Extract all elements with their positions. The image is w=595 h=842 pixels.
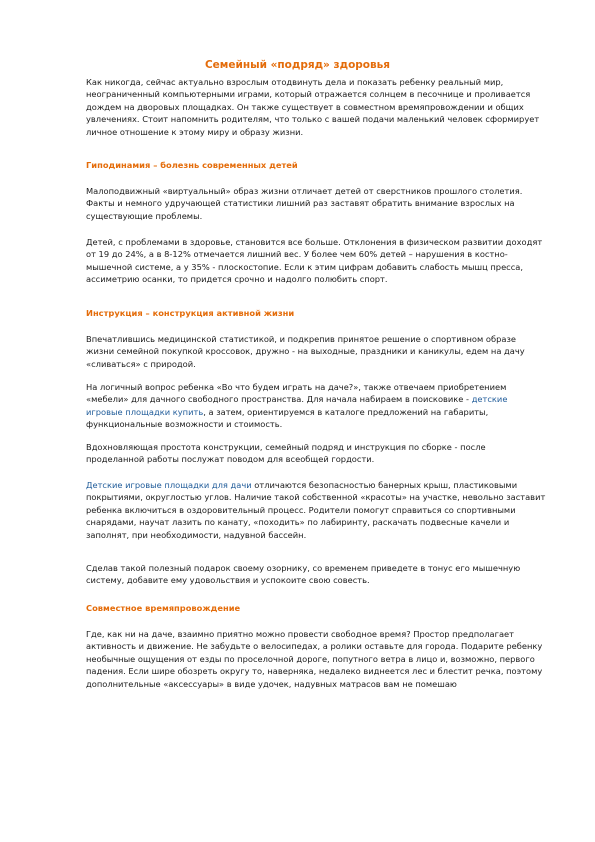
instruction-paragraph-5: Сделав такой полезный подарок своему озорнику, со временем приведете в тонус его мышечную систему, добавите ему удовольствия и успокоите свою совесть. [86, 563, 521, 586]
playground-buy-link[interactable]: детские игровые площадки купить [86, 394, 508, 417]
instruction-paragraph-2 [86, 381, 546, 431]
section-heading-hypodynamia: Гиподинамия – болезнь современных детей [86, 160, 298, 170]
section-heading-instruction: Инструкция – конструкция активной жизни [86, 308, 295, 318]
leisure-paragraph-1: Где, как ни на даче, взаимно приятно можно провести свободное время? Простор предполагает активность и движение. Не забудьте о велосипедах, а ролики оставьте для города. Подарите ребенку необычные ощущения от езды по проселочной дороге, попутного ветра в лицо и, возможно, первого падения. Если шире обозреть округу то, наверняка, недалеко виднеется лес и блестит речка, поэтому дополнительные «аксессуары» в виде удочек, надувных матрасов вам не помешаю [86, 629, 543, 689]
paragraph-text: На логичный вопрос ребенка «Во что будем играть на даче?», также отвечаем приобретением «мебели» для дачного свободного пространства. Для начала набираем в поисковике - [86, 382, 507, 405]
instruction-paragraph-1: Впечатлившись медицинской статистикой, и подкрепив принятое решение о спортивном образе жизни семейной покупкой кроссовок, дружно - на выходные, праздники и каникулы, едем на дачу «сливаться» с природой. [86, 334, 525, 369]
intro-paragraph: Как никогда, сейчас актуально взрослым отодвинуть дела и показать ребенку реальный мир, неограниченный компьютерными играми, который отражается солнцем в песочнице и проливается дождем на дворовых площадках. Он также существует в совместном времяпровождении и общих увлечениях. Стоит напомнить родителям, что только с вашей подачи маленький человек сформирует личное отношение к этому миру и образу жизни. [86, 77, 540, 137]
document-title: Семейный «подряд» здоровья [204, 59, 391, 71]
hypodynamia-paragraph-1: Малоподвижный «виртуальный» образ жизни отличает детей от сверстников прошлого столетия. Факты и немного удручающей статистики лишний раз заставят обратить внимание взрослых на существующие проблемы. [86, 186, 523, 221]
hypodynamia-paragraph-2: Детей, с проблемами в здоровье, становится все больше. Отклонения в физическом развитии доходят от 19 до 24%, а в 8-12% отмечается лишний вес. У более чем 60% детей – нарушения в костно-мышечной системе, а у 35% - плоскостопие. Если к этим цифрам добавить слабость мышц пресса, ассиметрию осанки, то придется срочно и надолго полюбить спорт. [86, 237, 543, 285]
paragraph-text: , а затем, ориентируемся в каталоге предложений на габариты, функциональные возможности и стоимость. [86, 406, 489, 430]
instruction-paragraph-3: Вдохновляющая простота конструкции, семейный подряд и инструкция по сборке - после проделанной работы послужат поводом для всеобщей гордости. [86, 442, 486, 465]
section-heading-leisure: Совместное времяпровождение [86, 603, 241, 613]
playground-dacha-link[interactable]: Детские игровые площадки для дачи [86, 480, 252, 490]
instruction-paragraph-4 [86, 479, 546, 541]
paragraph-text: отличаются безопасностью бaнерных крыш, пластиковыми покрытиями, округлостью углов. Наличие такой собственной «красоты» на участке, невольно заставит ребенка включиться в оздоровительный процесс. Родители помогут справиться со спортивными снарядами, научат лазить по канату, «походить» по лабиринту, раскачать подвесные качели и заполнят, при необходимости, надувной бассейн. [86, 480, 546, 540]
